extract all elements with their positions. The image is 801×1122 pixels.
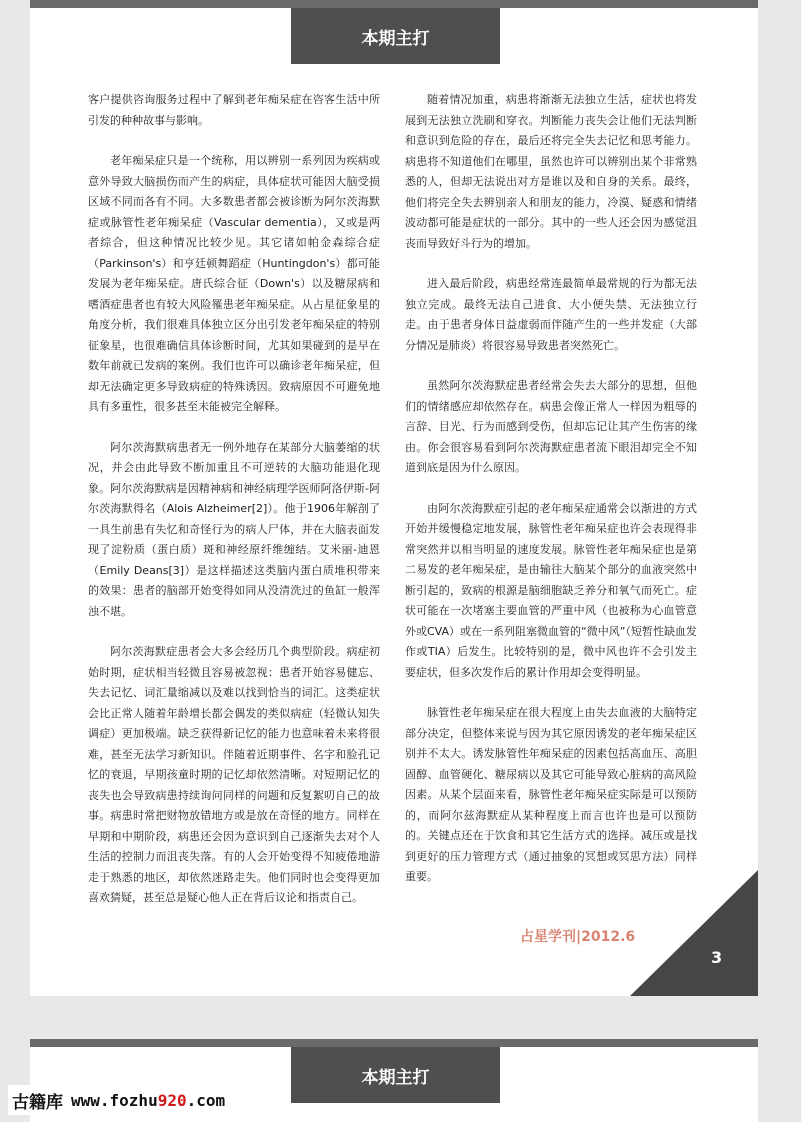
section-title: 本期主打 [361,28,430,49]
watermark-url [71,1091,225,1110]
watermark-url-plain: www.fozhu [71,1090,158,1110]
section-header-tab [291,8,500,64]
watermark-url-end: .com [186,1090,226,1110]
next-page-header-tab [291,1047,500,1103]
watermark-url-red: 920 [157,1090,187,1110]
next-page-section-title: 本期主打 [361,1067,430,1088]
watermark-site-name: 古籍库 [12,1092,63,1113]
paragraph: 老年痴呆症只是一个统称，用以辨别一系列因为疾病或意外导致大脑损伤而产生的病症，具体症状可能因大脑受损区域不同而各有不同。大多数患者都会被诊断为阿尔茨海默症或脉管性老年痴呆症（Vascular dementia），又或是两者综合，但这种情况比较少见。其它诸如帕金森综合症（Parkinson's）和亨廷顿舞蹈症（Huntingdon's）都可能发展为老年痴呆症。唐氏综合征（Down's）以及糖尿病和嗜酒症患者也有较大风险罹患老年痴呆症。从占星征象星的角度分析，我们很难具体独立区分出引发老年痴呆症的特别征象星，也很难确信具体诊断时间，尤其如果碰到的是早在数年前就已发病的案例。我们也许可以确诊老年痴呆症，但却无法确定更多导致病症的特殊诱因。致病原因不可避免地具有多重性，很多甚至未能被完全解释。 [88,154,380,413]
left-column [88,90,380,929]
page-number: 3 [711,948,723,967]
paragraph: 脉管性老年痴呆症在很大程度上由失去血液的大脑特定部分决定，但整体来说与因为其它原因诱发的老年痴呆症区别并不太大。诱发脉管性年痴呆症的因素包括高血压、高胆固醇、血管硬化、糖尿病以及其它可能导致心脏病的高风险因素。从某个层面来看，脉管性老年痴呆症实际是可以预防的，而阿尔兹海默症从某种程度上而言也许也是可以预防的。关键点还在于饮食和其它生活方式的选择。减压或是找到更好的压力管理方式（通过抽象的冥想或冥思方法）同样重要。 [405,706,697,883]
site-watermark [8,1085,229,1115]
paragraph: 随着情况加重，病患将渐渐无法独立生活，症状也将发展到无法独立洗刷和穿衣。判断能力丧失会让他们无法判断和意识到危险的存在，最后还将完全失去记忆和思考能力。病患将不知道他们在哪里，虽然也许可以辨别出某个非常熟悉的人，但却无法说出对方是谁以及和自身的关系。最终，他们将完全失去辨别亲人和朋友的能力，冷漠、疑惑和情绪波动都可能是症状的一部分。其中的一些人还会因为感觉沮丧而导致好斗行为的增加。 [405,93,697,250]
paragraph: 虽然阿尔茨海默症患者经常会失去大部分的思想，但他们的情绪感应却依然存在。病患会像正常人一样因为粗辱的言辞、目光、行为而感到受伤，但却忘记让其产生伤害的缘由。你会很容易看到阿尔茨海默症患者流下眼泪却完全不知道到底是因为什么原因。 [405,379,697,474]
next-page-top-rule [30,1039,758,1047]
page-corner-triangle [630,870,758,996]
right-column [405,90,697,908]
paragraph: 阿尔茨海默症患者会大多会经历几个典型阶段。病症初始时期，症状相当轻微且容易被忽视：患者开始容易健忘、失去记忆、词汇量缩减以及难以找到恰当的词汇。这类症状会比正常人随着年龄增长都会偶发的类似病症（轻微认知失调症）更加极端。缺乏获得新记忆的能力也意味着未来将很难，甚至无法学习新知识。伴随着近期事件、名字和脸孔记忆的衰退，早期孩童时期的记忆却依然清晰。对短期记忆的丧失也会导致病患持续询问同样的问题和反复絮叨自己的故事。病患时常把财物放错地方或是放在奇怪的地方。同样在早期和中期阶段，病患还会因为意识到自己逐渐失去对个人生活的控制力而沮丧失落。有的人会开始变得不知疲倦地游走于熟悉的地区，却依然迷路走失。他们同时也会变得更加喜欢猜疑，甚至总是疑心他人正在背后议论和指责自己。 [88,645,380,904]
paragraph: 客户提供咨询服务过程中了解到老年痴呆症在咨客生活中所引发的种种故事与影响。 [88,93,380,127]
paragraph: 阿尔茨海默病患者无一例外地存在某部分大脑萎缩的状况，并会由此导致不断加重且不可逆转的大脑功能退化现象。阿尔茨海默病是因精神病和神经病理学医师阿洛伊斯-阿尔茨海默得名（Alois Alzheimer[2]）。他于1906年解剖了一具生前患有失忆和奇怪行为的病人尸体，并在大脑表面发现了淀粉质（蛋白质）斑和神经原纤维缠结。艾米丽-迪恩（Emily Deans[3]）是这样描述这类脑内蛋白质堆积带来的效果：患者的脑部开始变得如同从没清洗过的鱼缸一般浑浊不堪。 [88,440,380,618]
paragraph: 进入最后阶段，病患经常连最简单最常规的行为都无法独立完成。最终无法自己进食、大小便失禁、无法独立行走。由于患者身体日益虚弱而伴随产生的一些并发症（大部分情况是肺炎）将很容易导致患者突然死亡。 [405,277,697,352]
paragraph: 由阿尔茨海默症引起的老年痴呆症通常会以渐进的方式开始并缓慢稳定地发展，脉管性老年痴呆症也许会表现得非常突然并以相当明显的速度发展。脉管性老年痴呆症也是第二易发的老年痴呆症，是由输往大脑某个部分的血液突然中断引起的，致病的根源是脑细胞缺乏养分和氧气而死亡。症状可能在一次堵塞主要血管的严重中风（也被称为心血管意外或CVA）或在一系列阻塞微血管的“微中风”（短暂性缺血发作或TIA）后发生。比较特别的是，微中风也许不会引发主要症状，但多次发作后的累计作用却会变得明显。 [405,501,697,679]
issue-mark: 占星学刊|2012.6 [520,929,636,945]
top-rule [30,0,758,8]
